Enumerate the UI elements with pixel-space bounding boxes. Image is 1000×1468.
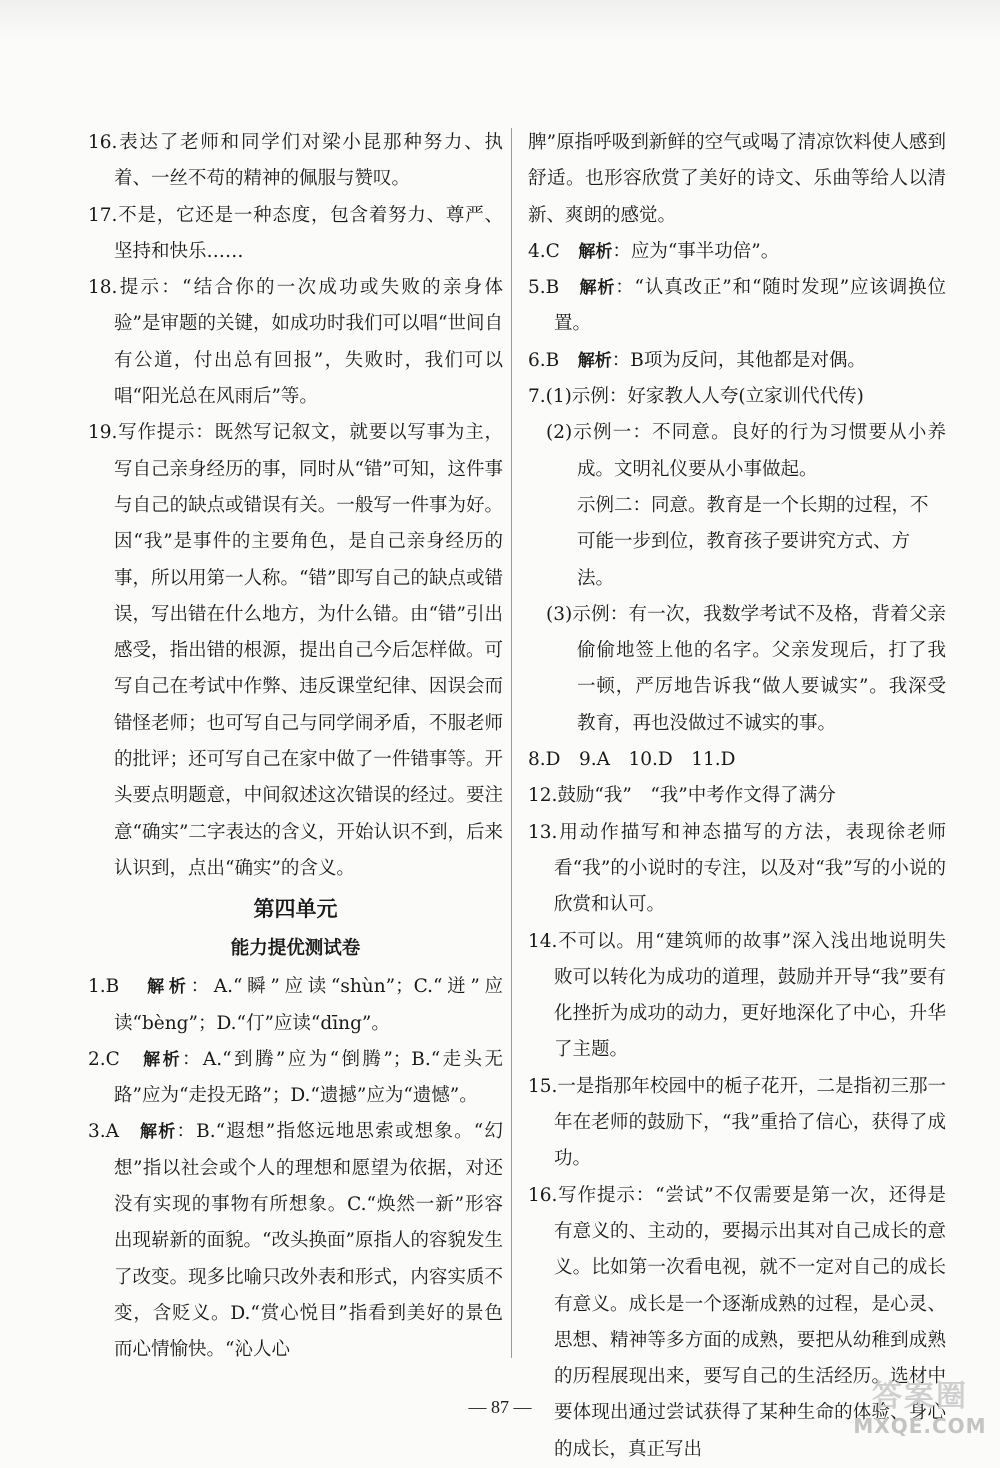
analysis-label: 解析	[577, 350, 612, 371]
analysis-text: ：应为“事半功倍”。	[612, 240, 780, 262]
answer-15: 15.一是指那年校园中的栀子花开，二是指初三那一年在老师的鼓励下，“我”重拾了信心，获得了成功。	[528, 1075, 946, 1170]
answer-number: 1.B	[88, 976, 120, 998]
answer-5	[528, 270, 946, 343]
watermark-logo	[850, 1380, 990, 1442]
analysis-text: ：A.“瞬”应读“shùn”；C.“迸”应读“bèng”；D.“仃”应读“dīng”。	[114, 976, 503, 1034]
answer-3	[88, 1114, 503, 1368]
answer-number: 5.B	[528, 277, 560, 299]
answer-1	[88, 969, 503, 1042]
answer-7-2-example-1: (2)示例一：不同意。良好的行为习惯要从小养成。文明礼仪要从小事做起。	[546, 422, 946, 480]
analysis-label: 解析	[143, 1049, 182, 1070]
left-column	[88, 125, 503, 1369]
page-number: — 87 —	[468, 1397, 532, 1417]
answer-16: 16.表达了老师和同学们对梁小昆那种努力、执着、一丝不苟的精神的佩服与赞叹。	[88, 132, 503, 190]
analysis-text: ：“认真改正”和“随时发现”应该调换位置。	[554, 277, 946, 335]
analysis-label: 解析	[139, 1122, 177, 1143]
answer-number: 4.C	[528, 240, 560, 262]
unit-title: 第四单元	[253, 897, 338, 922]
analysis-label: 解析	[578, 241, 613, 262]
scan-shadow	[0, 0, 1000, 40]
analysis-label: 解析	[579, 278, 616, 299]
watermark-top-text: 答案圈	[872, 1379, 968, 1414]
answer-2	[88, 1042, 503, 1115]
answer-number: 6.B	[528, 349, 560, 371]
watermark-bottom-text: MXQE.COM	[853, 1414, 987, 1438]
answers-8-to-11: 8.D 9.A 10.D 11.D	[528, 749, 736, 771]
answer-number: 2.C	[88, 1048, 120, 1070]
answer-7-3: (3)示例：有一次，我数学考试不及格，背着父亲偷偷地签上他的名字。父亲发现后，打了我一顿，严厉地告诉我“做人要诚实”。我深受教育，再也没做过不诚实的事。	[546, 603, 946, 734]
answer-12: 12.鼓励“我” “我”中考作文得了满分	[528, 785, 836, 807]
answer-4	[528, 234, 946, 270]
answer-19: 19.写作提示：既然写记叙文，就要以写事为主，写自己亲身经历的事，同时从“错”可知，这件事与自己的缺点或错误有关。一般写一件事为好。因“我”是事件的主要角色，是自己亲身经历的事，所以用第一人称。“错”即写自己的缺点或错误，写出错在什么地方，为什么错。由“错”引出感受，指出错的根源，提出自己今后怎样做。可写自己在考试中作弊、违反课堂纪律、因误会而错怪老师；也可写自己与同学闹矛盾，不服老师的批评；还可写自己在家中做了一件错事等。开头要点明题意，中间叙述这次错误的经过。要注意“确实”二字表达的含义，开始认识不到，后来认识到，点出“确实”的含义。	[88, 422, 503, 879]
answer-16-writing: 16.写作提示：“尝试”不仅需要是第一次，还得是有意义的、主动的，要揭示出其对自己成长的意义。比如第一次看电视，就不一定对自己的成长有意义。成长是一个逐渐成熟的过程，是心灵、思想、精神等多方面的成熟，要把从幼稚到成熟的历程展现出来，要写自己的生活经历。选材中要体现出通过尝试获得了某种生命的体验、身心的成长，真正写出	[528, 1184, 946, 1460]
answer-17: 17.不是，它还是一种态度，包含着努力、尊严、坚持和快乐……	[88, 204, 503, 262]
answer-3-continued: 脾”原指呼吸到新鲜的空气或喝了清凉饮料使人感到舒适。也形容欣赏了美好的诗文、乐曲等给人以清新、爽朗的感觉。	[528, 132, 946, 226]
analysis-text: ：B.“遐想”指悠远地思索或想象。“幻想”指以社会或个人的理想和愿望为依据，对还没有实现的事物有所想象。C.“焕然一新”形容出现崭新的面貌。“改头换面”原指人的容貌发生了改变。现多比喻只改外表和形式，内容实质不变，含贬义。D.“赏心悦目”指看到美好的景色而心情愉快。“沁人心	[114, 1121, 503, 1361]
analysis-text: ：B项为反问，其他都是对偶。	[611, 349, 866, 371]
answer-7-1: 7.(1)示例：好家教人人夸(立家训代代传)	[528, 386, 864, 408]
section-title: 能力提优测试卷	[230, 938, 361, 960]
answer-6	[528, 343, 946, 379]
answer-14: 14.不可以。用“建筑师的故事”深入浅出地说明失败可以转化为成功的道理，鼓励并开导“我”要有化挫折为成功的动力，更好地深化了中心，升华了主题。	[528, 930, 946, 1061]
right-column	[528, 125, 946, 1468]
answer-13: 13.用动作描写和神态描写的方法，表现徐老师看“我”的小说时的专注，以及对“我”写的小说的欣赏和认可。	[528, 821, 946, 916]
analysis-text: ：A.“到腾”应为“倒腾”；B.“走头无路”应为“走投无路”；D.“遗撼”应为“遗憾”。	[114, 1048, 503, 1107]
answer-number: 3.A	[88, 1121, 120, 1143]
answer-7-2-example-2: 示例二：同意。教育是一个长期的过程，不可能一步到位，教育孩子要讲究方式、方法。	[577, 494, 929, 589]
answer-18: 18.提示：“结合你的一次成功或失败的亲身体验”是审题的关键，如成功时我们可以唱“世间自有公道，付出总有回报”，失败时，我们可以唱“阳光总在风雨后”等。	[88, 277, 503, 408]
analysis-label: 解析	[147, 977, 191, 998]
column-divider	[511, 128, 512, 1358]
